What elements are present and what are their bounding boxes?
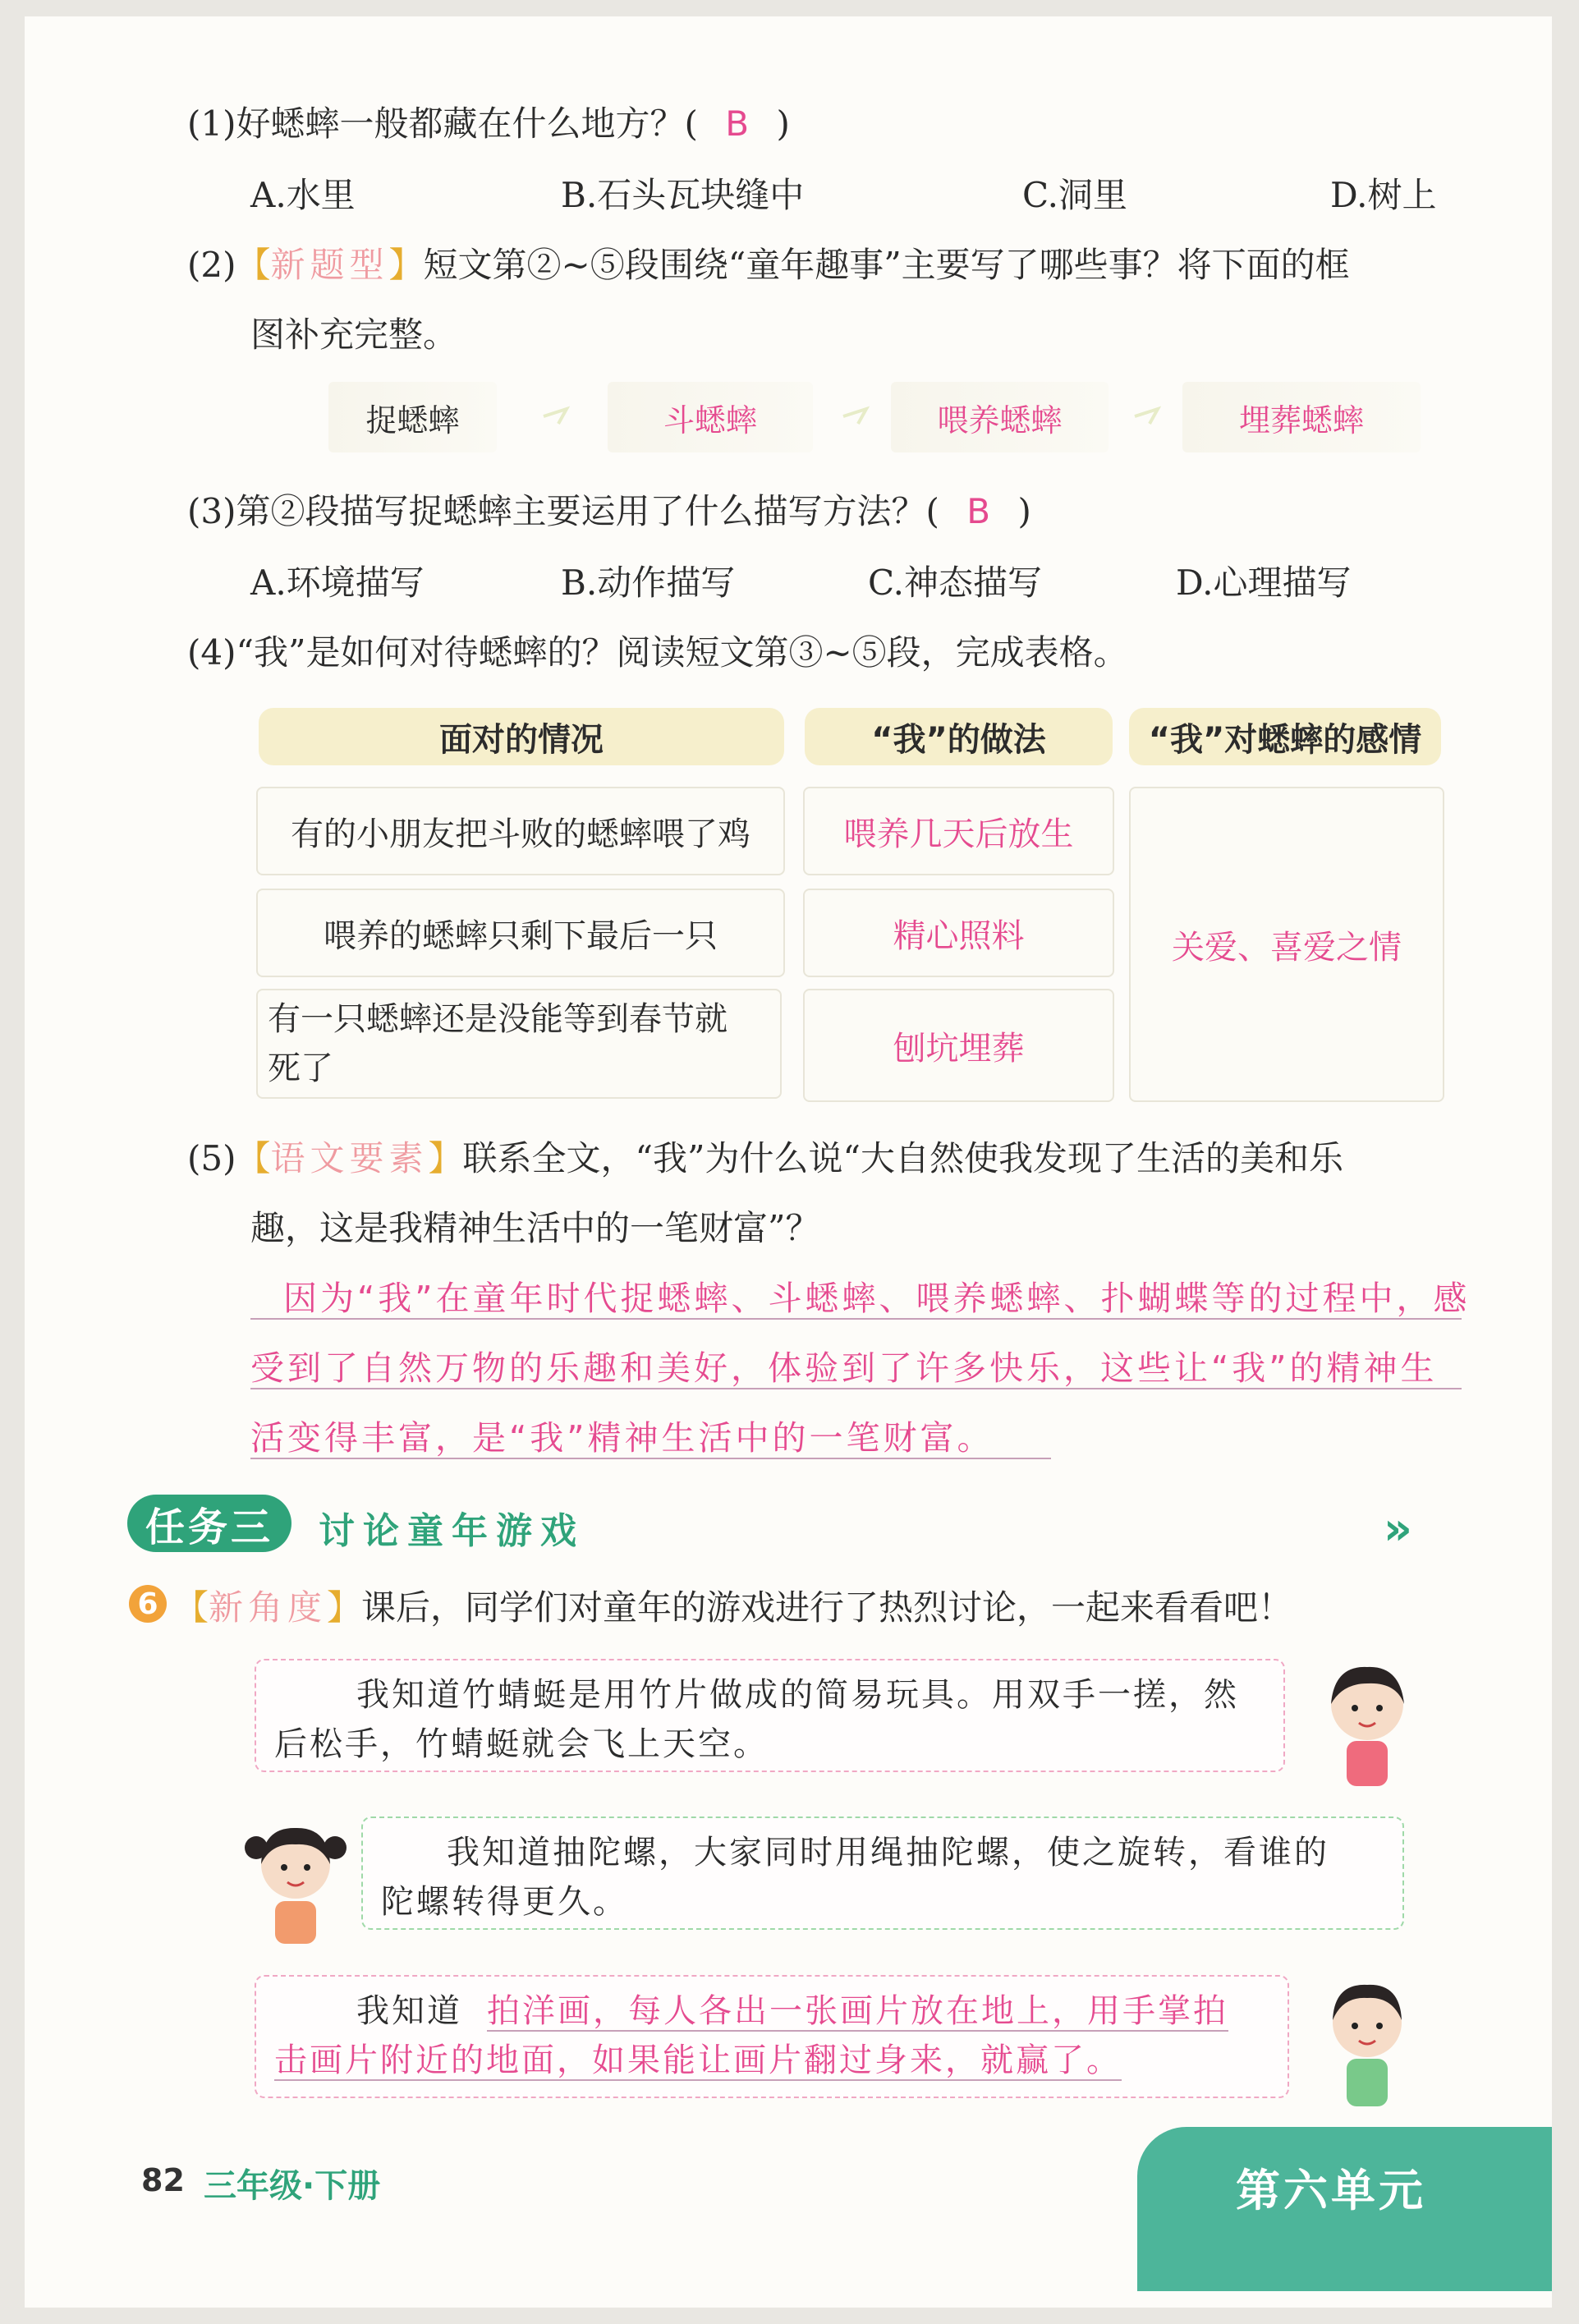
q5-line2: 趣，这是我精神生活中的一笔财富”？ xyxy=(250,1208,820,1248)
double-chevron-icon: » xyxy=(1384,1503,1412,1555)
q3-number: (3) xyxy=(187,491,236,531)
bubble3-answer-line1: 拍洋画，每人各出一张画片放在地上，用手掌拍 xyxy=(487,1992,1228,2030)
flow-given-text: 捉蟋蟀 xyxy=(365,402,460,439)
table-cell-feeling xyxy=(1129,787,1444,1102)
q3-option-c: C.神态描写 xyxy=(868,563,1042,603)
q3-option-d: D.心理描写 xyxy=(1176,563,1352,603)
flow-box-2 xyxy=(608,382,813,452)
q3-close: ) xyxy=(1017,491,1031,531)
task-title: 讨论童年游戏 xyxy=(319,1510,585,1552)
flow-box-1 xyxy=(328,382,497,452)
answer-underline xyxy=(250,1318,1462,1320)
task-badge-text: 任务三 xyxy=(145,1504,273,1550)
flow-box-4 xyxy=(1182,382,1421,452)
situation-2-text: 喂养的蟋蟀只剩下最后一只 xyxy=(324,916,718,955)
answer-underline xyxy=(250,1388,1462,1389)
bubble1-line2: 后松手，竹蜻蜓就会飞上天空。 xyxy=(274,1725,769,1763)
table-cell-action-1 xyxy=(803,787,1114,875)
q5-line1: (5)【语文要素】联系全文，“我”为什么说“大自然使我发现了生活的美和乐 xyxy=(187,1138,1343,1178)
bubble1-line1: 我知道竹蜻蜓是用竹片做成的简易玩具。用双手一搓，然 xyxy=(356,1676,1239,1714)
q3-option-a: A.环境描写 xyxy=(250,563,425,603)
table-cell-action-3 xyxy=(803,989,1114,1102)
action-2-text: 精心照料 xyxy=(893,916,1025,955)
q5-tag: 语文要素 xyxy=(270,1138,429,1178)
girl-with-bows-avatar-icon xyxy=(238,1815,353,1950)
speech-bubble-3 xyxy=(255,1975,1289,2098)
arrow-icon xyxy=(842,406,870,427)
q2-tag: 新题型 xyxy=(270,245,389,285)
q5-number: (5) xyxy=(187,1138,236,1178)
feeling-text: 关爱、喜爱之情 xyxy=(1172,928,1402,967)
flow-box-3 xyxy=(891,382,1109,452)
answer-underline xyxy=(250,1458,1051,1459)
q5-answer-line2: 受到了自然万物的乐趣和美好，体验到了许多快乐，这些让“我”的精神生 xyxy=(250,1348,1438,1388)
q2-number: (2) xyxy=(187,245,236,285)
q2-line2: 图补充完整。 xyxy=(250,315,458,355)
q1-close: ) xyxy=(776,103,790,144)
arrow-icon xyxy=(1133,406,1161,427)
q2-line1: (2)【新题型】短文第②~⑤段围绕“童年趣事”主要写了哪些事？将下面的框 xyxy=(187,245,1350,285)
speech-bubble-2 xyxy=(361,1816,1404,1930)
q6-line: 【新角度】课后，同学们对童年的游戏进行了热烈讨论，一起来看看吧！ xyxy=(174,1587,1293,1628)
arrow-icon xyxy=(542,406,570,427)
situation-3-line1: 有一只蟋蟀还是没能等到春节就 xyxy=(268,1000,728,1038)
q5-answer-line3: 活变得丰富，是“我”精神生活中的一笔财富。 xyxy=(250,1418,994,1458)
situation-1-text: 有的小朋友把斗败的蟋蟀喂了鸡 xyxy=(291,815,750,853)
boy-avatar-icon xyxy=(1314,1975,1421,2115)
action-1-text: 喂养几天后放生 xyxy=(843,815,1074,853)
table-cell-situation-1 xyxy=(256,787,785,875)
q1-option-d: D.树上 xyxy=(1330,175,1437,215)
q3-line xyxy=(187,485,1031,534)
girl-avatar-icon xyxy=(1314,1659,1421,1794)
grade-label: 三年级·下册 xyxy=(204,2167,381,2205)
table-header-situation: 面对的情况 xyxy=(259,708,784,765)
q4-text: “我”是如何对待蟋蟀的？阅读短文第③~⑤段，完成表格。 xyxy=(236,632,1128,673)
speech-bubble-1 xyxy=(255,1659,1285,1772)
page-number: 82 xyxy=(141,2162,185,2198)
flow-answer-1: 斗蟋蟀 xyxy=(663,402,757,439)
task-badge xyxy=(127,1495,291,1552)
q1-answer: B xyxy=(725,103,750,144)
table-cell-action-2 xyxy=(803,889,1114,977)
q3-answer: B xyxy=(966,491,991,531)
table-cell-situation-2 xyxy=(256,889,785,977)
q1-option-a: A.水里 xyxy=(250,175,356,215)
bubble2-line2: 陀螺转得更久。 xyxy=(381,1883,628,1921)
action-3-text: 刨坑埋葬 xyxy=(893,1029,1025,1068)
q3-option-b: B.动作描写 xyxy=(561,563,736,603)
q5-text: 联系全文，“我”为什么说“大自然使我发现了生活的美和乐 xyxy=(462,1138,1343,1178)
q4-number: (4) xyxy=(187,632,236,673)
unit-label: 第六单元 xyxy=(1236,2165,1426,2216)
q1-number: (1) xyxy=(187,103,236,144)
q6-text: 课后，同学们对童年的游戏进行了热烈讨论，一起来看看吧！ xyxy=(361,1587,1293,1628)
table-header-feeling: “我”对蟋蟀的感情 xyxy=(1129,708,1441,765)
bubble3-prefix: 我知道 xyxy=(356,1992,462,2030)
q4-line xyxy=(187,626,1128,675)
bubble3-answer-line2: 击画片附近的地面，如果能让画片翻过身来，就赢了。 xyxy=(274,2042,1122,2079)
q1-option-c: C.洞里 xyxy=(1022,175,1127,215)
q6-tag: 新角度 xyxy=(209,1587,328,1628)
q6-number-badge xyxy=(129,1585,167,1623)
bubble2-line1: 我知道抽陀螺，大家同时用绳抽陀螺，使之旋转，看谁的 xyxy=(447,1834,1329,1872)
q1-option-b: B.石头瓦块缝中 xyxy=(561,175,805,215)
q2-text: 短文第②~⑤段围绕“童年趣事”主要写了哪些事？将下面的框 xyxy=(423,245,1350,285)
q5-answer-line1: 因为“我”在童年时代捉蟋蟀、斗蟋蟀、喂养蟋蟀、扑蝴蝶等的过程中，感 xyxy=(283,1279,1471,1318)
q6-number: 6 xyxy=(137,1587,158,1621)
q1-text: 好蟋蟀一般都藏在什么地方？( xyxy=(236,103,698,144)
q1-line xyxy=(187,97,790,146)
situation-3-line2: 死了 xyxy=(268,1049,333,1087)
q3-text: 第②段描写捉蟋蟀主要运用了什么描写方法？( xyxy=(236,491,939,531)
flow-answer-3: 埋葬蟋蟀 xyxy=(1238,402,1364,439)
flow-answer-2: 喂养蟋蟀 xyxy=(937,402,1063,439)
table-header-action: “我”的做法 xyxy=(805,708,1113,765)
table-cell-situation-3 xyxy=(256,989,782,1099)
